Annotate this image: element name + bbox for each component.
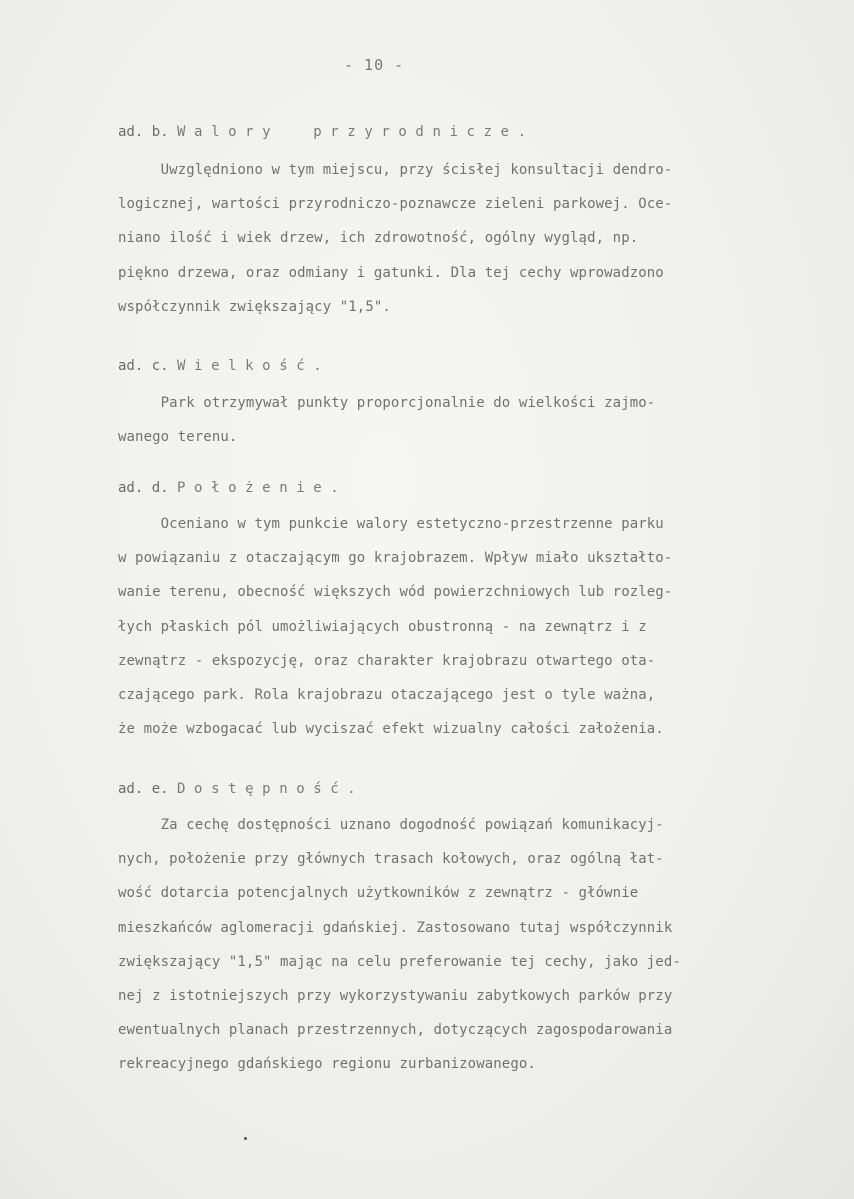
section-title: Dostępność. [177,781,365,797]
text-line: rekreacyjnego gdańskiego regionu zurbanizowanego. [118,1056,536,1073]
text-line: Oceniano w tym punkcie walory estetyczno-przestrzenne parku [118,516,664,532]
section-prefix: ad. c. [118,358,169,374]
section-heading-d [118,480,347,496]
text-line: ewentualnych planach przestrzennych, dotyczących zagospodarowania [118,1022,673,1039]
text-line: zewnątrz - ekspozycję, oraz charakter krajobrazu otwartego ota- [118,652,656,669]
section-title: Walory przyrodnicze. [177,124,535,140]
text-line: wanego terenu. [118,429,238,446]
text-line: piękno drzewa, oraz odmiany i gatunki. Dla tej cechy wprowadzono [118,264,664,281]
text-line: logicznej, wartości przyrodniczo-poznawcze zieleni parkowej. Oce- [118,196,673,213]
section-heading-c [118,358,330,374]
text-line: Park otrzymywał punkty proporcjonalnie do wielkości zajmo- [118,395,656,411]
section-body-e [118,808,838,1082]
section-body-d [118,507,838,746]
text-line: współczynnik zwiększający "1,5". [118,298,391,315]
section-heading-b [118,124,535,140]
text-line: czającego park. Rola krajobrazu otaczającego jest o tyle ważna, [118,687,656,704]
page-number: - 10 - [344,56,405,74]
text-line: mieszkańców aglomeracji gdańskiej. Zastosowano tutaj współczynnik [118,919,673,936]
section-body-b [118,153,838,324]
section-title: Położenie. [177,480,348,496]
text-line: wanie terenu, obecność większych wód powierzchniowych lub rozleg- [118,584,673,601]
section-body-c [118,386,838,454]
text-line: Uwzględniono w tym miejscu, przy ścisłej konsultacji dendro- [118,162,673,178]
text-line: nych, położenie przy głównych trasach kołowych, oraz ogólną łat- [118,851,664,868]
section-prefix: ad. e. [118,781,169,797]
text-line: zwiększający "1,5" mając na celu preferowanie tej cechy, jako jed- [118,953,681,970]
ink-speck [244,1137,247,1140]
text-line: nej z istotniejszych przy wykorzystywaniu zabytkowych parków przy [118,988,673,1005]
text-line: Za cechę dostępności uznano dogodność powiązań komunikacyj- [118,817,664,833]
text-line: że może wzbogacać lub wyciszać efekt wizualny całości założenia. [118,721,664,738]
section-title: Wielkość. [177,358,331,374]
text-line: niano ilość i wiek drzew, ich zdrowotność, ogólny wygląd, np. [118,230,639,247]
text-line: w powiązaniu z otaczającym go krajobrazem. Wpływ miało ukształto- [118,550,673,567]
text-line: wość dotarcia potencjalnych użytkowników z zewnątrz - głównie [118,885,639,902]
text-line: łych płaskich pól umożliwiających obustronną - na zewnątrz i z [118,618,647,635]
section-prefix: ad. b. [118,124,169,140]
section-prefix: ad. d. [118,480,169,496]
section-heading-e [118,781,364,797]
